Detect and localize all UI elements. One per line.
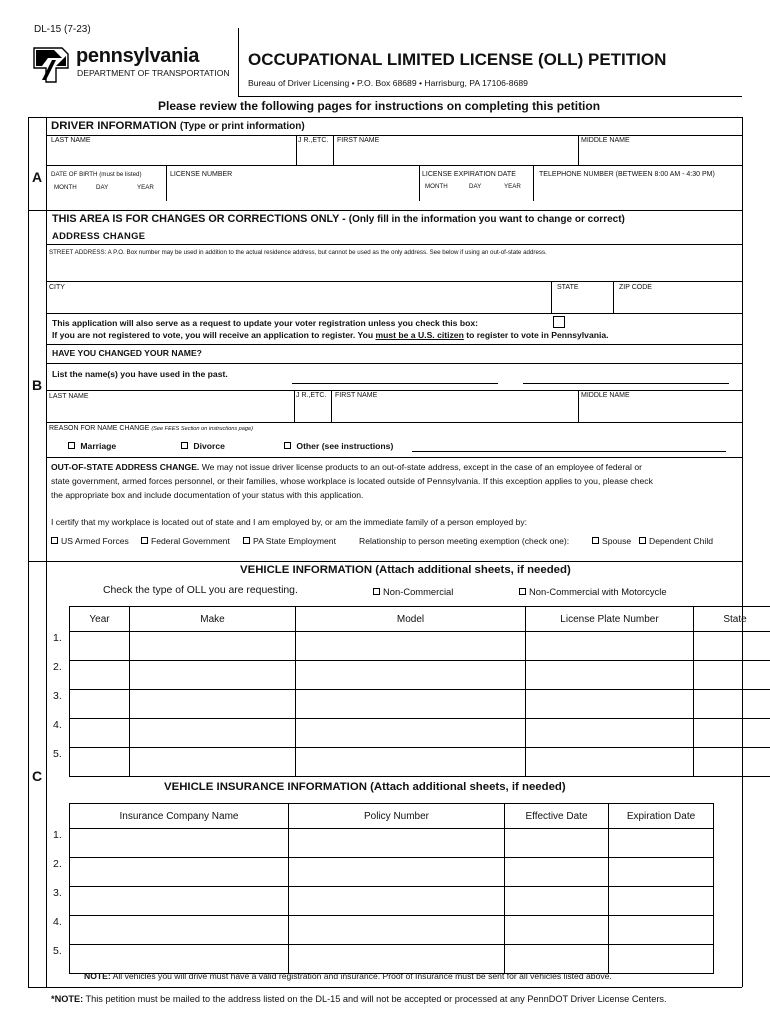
rule xyxy=(551,281,552,313)
new-middle-name-field[interactable] xyxy=(580,403,740,421)
rule xyxy=(613,281,614,313)
label-telephone: TELEPHONE NUMBER (BETWEEN 8:00 AM - 4:30 PM) xyxy=(539,171,715,178)
label-dob-day: DAY xyxy=(96,184,109,191)
license-expiration-field[interactable] xyxy=(421,192,531,208)
mailing-footnote: *NOTE: This petition must be mailed to the address listed on the DL-15 and will not be accepted or processed at any PennDOT Driver License Centers. xyxy=(51,994,667,1004)
rule xyxy=(46,457,742,458)
label-street-address: STREET ADDRESS: A P.O. Box number may be used in addition to the actual residence address, but cannot be used as the only address. See below if using an out-of-state address. xyxy=(49,249,547,256)
vehicle-make-cell[interactable] xyxy=(130,719,296,748)
vehicle-year-cell[interactable] xyxy=(70,748,130,777)
vehicle-table xyxy=(69,606,770,777)
name-change-question: HAVE YOU CHANGED YOUR NAME? xyxy=(52,348,202,358)
label-new-middle-name: MIDDLE NAME xyxy=(581,392,630,399)
federal-government-option[interactable]: Federal Government xyxy=(141,536,230,546)
oos-paragraph-line2: state government, armed forces personnel, or their families, whose workplace is located outside of Pennsylvania. If this exception applies to you, please check xyxy=(51,476,653,486)
vehicle-model-cell[interactable] xyxy=(296,632,526,661)
effective-date-cell[interactable] xyxy=(505,887,609,916)
vehicle-model-cell[interactable] xyxy=(296,748,526,777)
driver-middle-name-field[interactable] xyxy=(580,146,740,164)
label-dob: DATE OF BIRTH (must be listed) xyxy=(51,171,142,178)
non-commercial-checkbox[interactable] xyxy=(373,588,380,595)
state-field[interactable] xyxy=(553,293,611,312)
reason-divorce-option[interactable]: Divorce xyxy=(181,441,225,451)
vehicle-row-number: 3. xyxy=(53,690,62,702)
bureau-address: Bureau of Driver Licensing • P.O. Box 68689 • Harrisburg, PA 17106-8689 xyxy=(248,78,528,88)
relationship-label: Relationship to person meeting exemption (check one): xyxy=(359,536,570,546)
license-number-field[interactable] xyxy=(168,178,417,208)
pa-state-employment-checkbox[interactable] xyxy=(243,537,250,544)
rule xyxy=(294,390,295,422)
label-middle-name: MIDDLE NAME xyxy=(581,137,630,144)
rule xyxy=(28,561,742,562)
insurance-row-number: 1. xyxy=(53,829,62,841)
us-armed-forces-option[interactable]: US Armed Forces xyxy=(51,536,129,546)
label-zip: ZIP CODE xyxy=(619,284,652,291)
street-address-field[interactable] xyxy=(48,258,740,279)
insurance-table-header xyxy=(70,804,714,829)
form-right-border xyxy=(742,117,743,987)
telephone-field[interactable] xyxy=(535,181,740,208)
rule xyxy=(46,390,742,391)
expiration-date-cell[interactable] xyxy=(609,916,714,945)
label-exp-day: DAY xyxy=(469,183,482,190)
oos-paragraph-line1: OUT-OF-STATE ADDRESS CHANGE. We may not issue driver license products to an out-of-state address, except in the case of an employee of federal or xyxy=(51,462,642,472)
insurance-company-cell[interactable] xyxy=(70,829,289,858)
table-row xyxy=(70,887,714,916)
vehicle-state-cell[interactable] xyxy=(694,748,770,777)
logo-department: DEPARTMENT OF TRANSPORTATION xyxy=(77,68,230,78)
vehicle-state-cell[interactable] xyxy=(694,632,770,661)
rule xyxy=(331,390,332,422)
instructions-line: Please review the following pages for instructions on completing this petition xyxy=(158,99,601,113)
rule xyxy=(46,344,742,345)
previous-names-prompt: List the name(s) you have used in the past. xyxy=(52,369,228,379)
label-license-expiration: LICENSE EXPIRATION DATE xyxy=(422,171,516,178)
changes-heading: THIS AREA IS FOR CHANGES OR CORRECTIONS ONLY - (Only fill in the information you want to change or correct) xyxy=(52,213,625,225)
label-new-first-name: FIRST NAME xyxy=(335,392,378,399)
label-jr-etc: J R.,ETC. xyxy=(298,137,329,144)
oos-paragraph-line3: the appropriate box and include documentation of your status with this application. xyxy=(51,490,364,500)
effective-date-cell[interactable] xyxy=(505,858,609,887)
insurance-row-number: 2. xyxy=(53,858,62,870)
rule xyxy=(419,165,420,201)
header-divider xyxy=(238,28,239,96)
vehicle-col-plate: License Plate Number xyxy=(526,607,694,632)
vehicle-col-make: Make xyxy=(130,607,296,632)
vehicle-plate-cell[interactable] xyxy=(526,690,694,719)
section-a-label: A xyxy=(32,169,43,185)
effective-date-cell[interactable] xyxy=(505,829,609,858)
vehicle-col-year: Year xyxy=(70,607,130,632)
new-last-name-field[interactable] xyxy=(48,403,292,421)
rule xyxy=(46,281,742,282)
table-row xyxy=(70,916,714,945)
policy-number-cell[interactable] xyxy=(289,945,505,974)
rule xyxy=(292,383,498,384)
voter-optout-checkbox[interactable] xyxy=(553,316,565,328)
insurance-info-heading: VEHICLE INSURANCE INFORMATION (Attach additional sheets, if needed) xyxy=(164,781,566,793)
table-row xyxy=(70,661,770,690)
insurance-company-cell[interactable] xyxy=(70,858,289,887)
rule xyxy=(296,135,297,165)
voter-citizen-note: If you are not registered to vote, you will receive an application to register. You must be a U.S. citizen to register to vote in Pennsylvania. xyxy=(52,330,609,340)
rule xyxy=(412,451,726,452)
vehicle-row-number: 5. xyxy=(53,748,62,760)
voter-registration-note: This application will also serve as a request to update your voter registration unless you check this box: xyxy=(52,318,478,328)
vehicle-year-cell[interactable] xyxy=(70,661,130,690)
form-left-inner-border xyxy=(46,117,47,987)
logo-wordmark: pennsylvania xyxy=(76,45,200,67)
rule xyxy=(578,135,579,165)
reason-other-option[interactable]: Other (see instructions) xyxy=(284,441,393,451)
table-row xyxy=(70,719,770,748)
vehicle-make-cell[interactable] xyxy=(130,748,296,777)
label-exp-year: YEAR xyxy=(504,183,521,190)
insurance-col-company: Insurance Company Name xyxy=(70,804,289,829)
table-row xyxy=(70,829,714,858)
expiration-date-cell[interactable] xyxy=(609,858,714,887)
non-commercial-option[interactable]: Non-Commercial xyxy=(373,586,453,597)
expiration-date-cell[interactable] xyxy=(609,829,714,858)
rule xyxy=(46,165,742,166)
certify-statement: I certify that my workplace is located out of state and I am employed by, or am the immediate family of a person employed by: xyxy=(51,517,528,527)
label-state: STATE xyxy=(557,284,579,291)
reason-marriage-option[interactable]: Marriage xyxy=(68,441,116,451)
vehicle-row-number: 2. xyxy=(53,661,62,673)
expiration-date-cell[interactable] xyxy=(609,945,714,974)
vehicle-year-cell[interactable] xyxy=(70,690,130,719)
rule xyxy=(533,165,534,201)
insurance-row-number: 5. xyxy=(53,945,62,957)
driver-suffix-field[interactable] xyxy=(298,146,332,164)
federal-government-checkbox[interactable] xyxy=(141,537,148,544)
city-field[interactable] xyxy=(48,293,549,312)
section-c-left-border xyxy=(28,561,29,987)
rule xyxy=(333,135,334,165)
vehicle-plate-cell[interactable] xyxy=(526,719,694,748)
table-row xyxy=(70,945,714,974)
previous-name-field-2[interactable] xyxy=(523,367,729,383)
vehicle-col-model: Model xyxy=(296,607,526,632)
vehicle-model-cell[interactable] xyxy=(296,690,526,719)
insurance-company-cell[interactable] xyxy=(70,887,289,916)
rule xyxy=(46,244,742,245)
vehicle-row-number: 4. xyxy=(53,719,62,731)
section-b-left-border xyxy=(28,210,29,561)
vehicle-state-cell[interactable] xyxy=(694,661,770,690)
insurance-company-cell[interactable] xyxy=(70,945,289,974)
form-code: DL-15 (7-23) xyxy=(34,24,91,35)
vehicle-plate-cell[interactable] xyxy=(526,748,694,777)
expiration-date-cell[interactable] xyxy=(609,887,714,916)
section-a-heading: DRIVER INFORMATION (Type or print information) xyxy=(51,120,305,132)
spouse-checkbox[interactable] xyxy=(592,537,599,544)
vehicle-year-cell[interactable] xyxy=(70,632,130,661)
vehicle-make-cell[interactable] xyxy=(130,632,296,661)
rule xyxy=(46,135,742,136)
vehicle-year-cell[interactable] xyxy=(70,719,130,748)
table-row xyxy=(70,858,714,887)
insurance-table xyxy=(69,803,714,974)
insurance-note: NOTE: All vehicles you will drive must have a valid registration and insurance. Proof of Insurance must be sent for all vehicles listed above. xyxy=(84,971,612,981)
table-row xyxy=(70,748,770,777)
insurance-row-number: 3. xyxy=(53,887,62,899)
policy-number-cell[interactable] xyxy=(289,858,505,887)
label-exp-month: MONTH xyxy=(425,183,448,190)
dob-field[interactable] xyxy=(48,192,164,208)
insurance-col-effective: Effective Date xyxy=(505,804,609,829)
form-title: OCCUPATIONAL LIMITED LICENSE (OLL) PETITION xyxy=(248,50,667,69)
table-row xyxy=(70,632,770,661)
policy-number-cell[interactable] xyxy=(289,916,505,945)
new-suffix-field[interactable] xyxy=(296,403,330,421)
rule xyxy=(46,363,742,364)
vehicle-row-number: 1. xyxy=(53,632,62,644)
zip-field[interactable] xyxy=(615,293,740,312)
other-reason-field[interactable] xyxy=(412,437,726,451)
section-c-label: C xyxy=(32,768,43,784)
vehicle-state-cell[interactable] xyxy=(694,690,770,719)
penndot-logo-icon xyxy=(32,44,72,84)
insurance-col-policy: Policy Number xyxy=(289,804,505,829)
vehicle-model-cell[interactable] xyxy=(296,661,526,690)
pa-state-employment-option[interactable]: PA State Employment xyxy=(243,536,336,546)
driver-first-name-field[interactable] xyxy=(335,146,577,164)
other-checkbox[interactable] xyxy=(284,442,291,449)
rule xyxy=(46,422,742,423)
reason-label: REASON FOR NAME CHANGE (See FEES Section on instructions page) xyxy=(49,425,253,432)
vehicle-make-cell[interactable] xyxy=(130,690,296,719)
effective-date-cell[interactable] xyxy=(505,916,609,945)
address-change-heading: ADDRESS CHANGE xyxy=(52,230,146,241)
insurance-col-expiration: Expiration Date xyxy=(609,804,714,829)
vehicle-plate-cell[interactable] xyxy=(526,661,694,690)
vehicle-table-header xyxy=(70,607,770,632)
vehicle-col-state: State xyxy=(694,607,770,632)
label-dob-month: MONTH xyxy=(54,184,77,191)
rule xyxy=(578,390,579,422)
non-commercial-motorcycle-option[interactable]: Non-Commercial with Motorcycle xyxy=(519,586,667,597)
label-license-number: LICENSE NUMBER xyxy=(170,171,233,178)
label-first-name: FIRST NAME xyxy=(337,137,380,144)
previous-name-field-1[interactable] xyxy=(292,367,498,383)
label-dob-year: YEAR xyxy=(137,184,154,191)
dependent-child-option[interactable]: Dependent Child xyxy=(639,536,713,546)
insurance-row-number: 4. xyxy=(53,916,62,928)
header-bottom-rule xyxy=(238,96,742,97)
table-row xyxy=(70,690,770,719)
label-city: CITY xyxy=(49,284,65,291)
insurance-company-cell[interactable] xyxy=(70,916,289,945)
rule xyxy=(28,210,742,211)
spouse-option[interactable]: Spouse xyxy=(592,536,631,546)
vehicle-info-heading: VEHICLE INFORMATION (Attach additional sheets, if needed) xyxy=(240,564,571,576)
label-last-name: LAST NAME xyxy=(51,137,91,144)
form-top-border xyxy=(28,117,742,118)
vehicle-model-cell[interactable] xyxy=(296,719,526,748)
vehicle-plate-cell[interactable] xyxy=(526,632,694,661)
marriage-checkbox[interactable] xyxy=(68,442,75,449)
label-new-jr-etc: J R.,ETC. xyxy=(296,392,327,399)
form-bottom-border xyxy=(28,987,742,988)
policy-number-cell[interactable] xyxy=(289,887,505,916)
vehicle-make-cell[interactable] xyxy=(130,661,296,690)
rule xyxy=(523,383,729,384)
divorce-checkbox[interactable] xyxy=(181,442,188,449)
rule xyxy=(166,165,167,201)
policy-number-cell[interactable] xyxy=(289,829,505,858)
vehicle-state-cell[interactable] xyxy=(694,719,770,748)
label-new-last-name: LAST NAME xyxy=(49,393,89,400)
effective-date-cell[interactable] xyxy=(505,945,609,974)
rule xyxy=(46,313,742,314)
dependent-child-checkbox[interactable] xyxy=(639,537,646,544)
driver-last-name-field[interactable] xyxy=(48,146,294,164)
oll-type-prompt: Check the type of OLL you are requesting. xyxy=(103,585,298,596)
us-armed-forces-checkbox[interactable] xyxy=(51,537,58,544)
non-commercial-motorcycle-checkbox[interactable] xyxy=(519,588,526,595)
new-first-name-field[interactable] xyxy=(333,403,576,421)
section-b-label: B xyxy=(32,377,43,393)
section-a-left-border xyxy=(28,117,29,210)
